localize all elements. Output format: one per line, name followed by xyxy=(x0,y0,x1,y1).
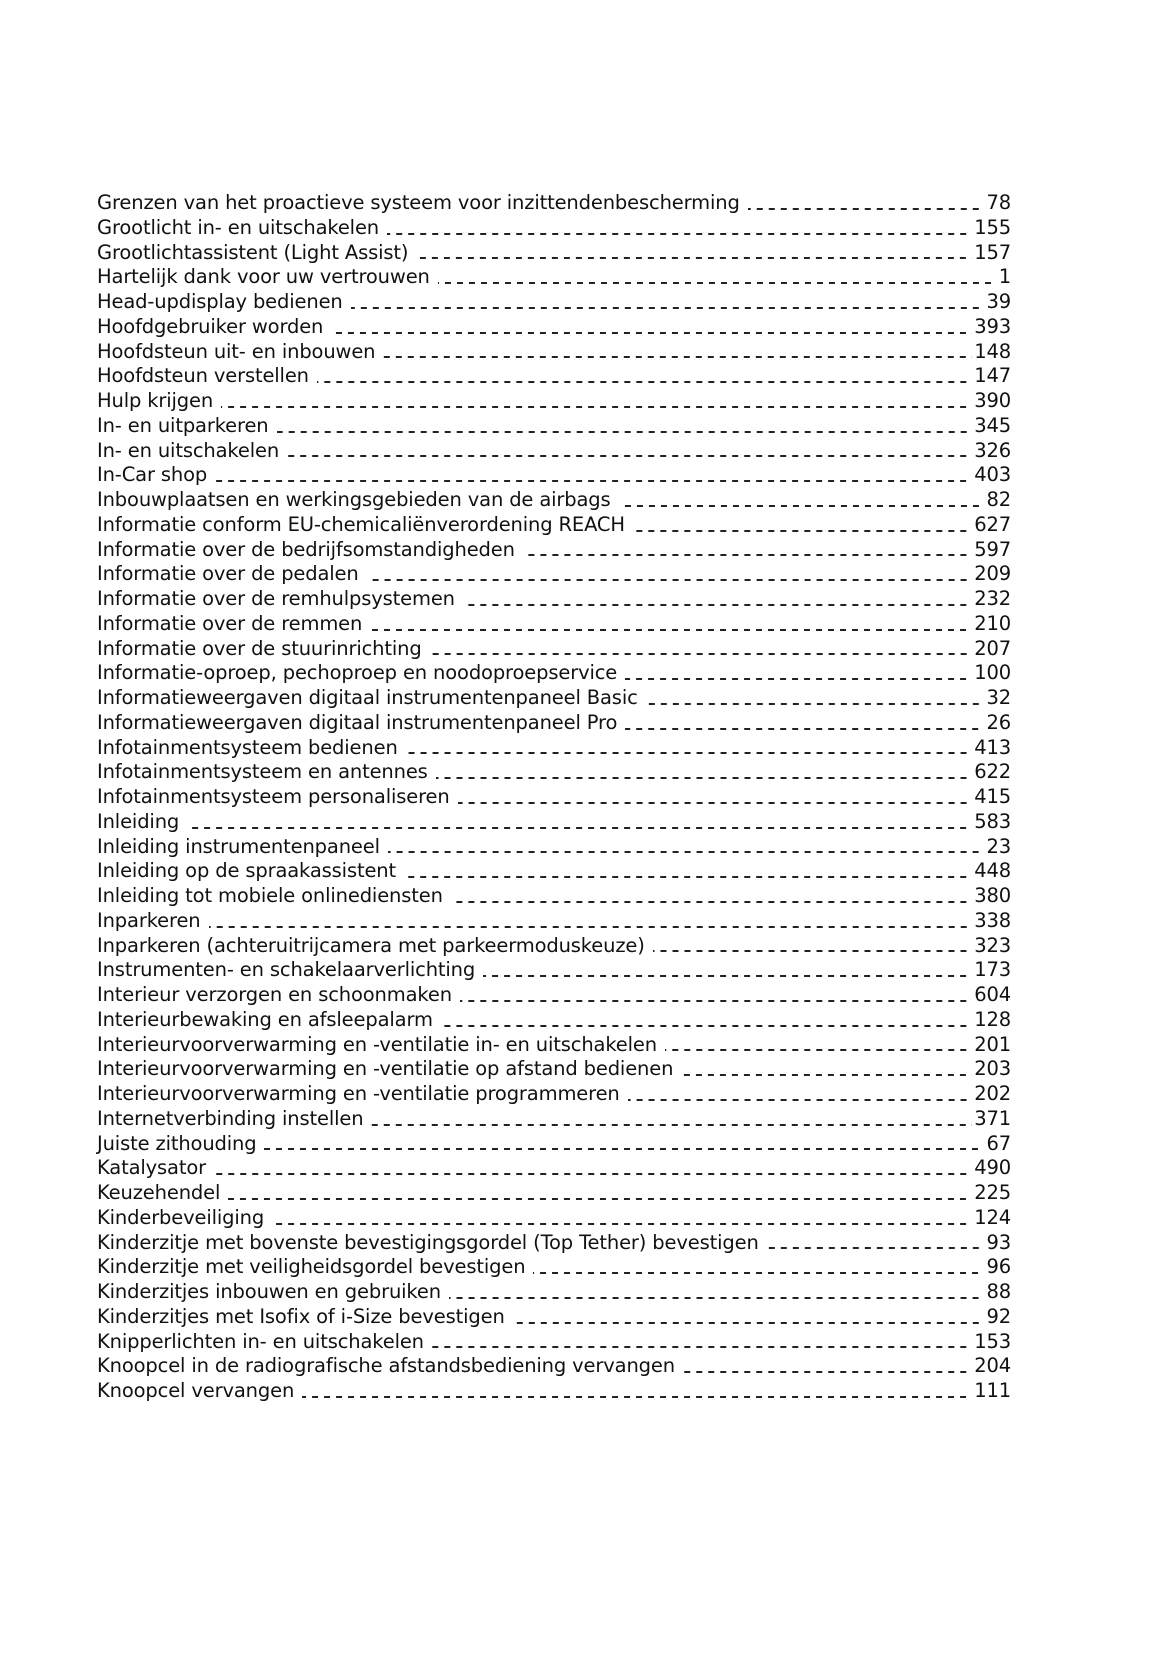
index-entry[interactable] xyxy=(97,216,1011,241)
entry-page-number: 390 xyxy=(974,389,1011,412)
entry-title: Interieurvoorverwarming en -ventilatie op afstand bedienen xyxy=(97,1057,674,1081)
index-entry[interactable] xyxy=(97,463,1011,488)
dot-leader xyxy=(387,216,972,241)
entry-title: Inbouwplaatsen en werkingsgebieden van de airbags xyxy=(97,488,611,511)
index-entry[interactable] xyxy=(97,241,1011,266)
dot-leader xyxy=(513,1305,985,1330)
index-entry[interactable] xyxy=(97,265,1011,290)
entry-page-number: 201 xyxy=(974,1032,1011,1056)
entry-title: Hoofdsteun verstellen xyxy=(97,364,309,388)
index-entry[interactable] xyxy=(97,340,1011,365)
dot-leader xyxy=(228,1181,972,1206)
entry-page-number: 371 xyxy=(974,1106,1011,1130)
dot-leader xyxy=(215,463,972,488)
dot-leader xyxy=(441,1008,972,1033)
index-entry[interactable] xyxy=(97,1132,1011,1157)
index-entry[interactable] xyxy=(97,835,1011,860)
entry-title: Interieur verzorgen en schoonmaken xyxy=(97,983,452,1006)
entry-page-number: 78 xyxy=(986,191,1011,214)
dot-leader xyxy=(483,958,972,983)
index-entry[interactable] xyxy=(97,859,1011,884)
dot-leader xyxy=(277,414,973,439)
index-entry[interactable] xyxy=(97,785,1011,810)
entry-title: Internetverbinding instellen xyxy=(97,1106,364,1130)
entry-title: Head-updisplay bedienen xyxy=(97,290,343,313)
index-entry[interactable] xyxy=(97,1206,1011,1231)
entry-title: In- en uitparkeren xyxy=(97,413,269,437)
entry-page-number: 23 xyxy=(986,834,1011,858)
index-entry[interactable] xyxy=(97,439,1011,464)
entry-title: Inparkeren (achteruitrijcamera met parkeermoduskeuze) xyxy=(97,933,645,957)
index-entry[interactable] xyxy=(97,538,1011,563)
entry-title: In-Car shop xyxy=(97,463,208,487)
entry-title: Juiste zithouding xyxy=(97,1131,257,1155)
dot-leader xyxy=(287,439,972,464)
index-entry[interactable] xyxy=(97,1231,1011,1256)
entry-title: Kinderbeveiliging xyxy=(97,1205,265,1229)
entry-page-number: 622 xyxy=(974,760,1011,784)
dot-leader xyxy=(438,265,997,290)
index-entry[interactable] xyxy=(97,1379,1011,1404)
dot-leader xyxy=(646,686,985,711)
entry-page-number: 403 xyxy=(974,463,1011,487)
entry-page-number: 338 xyxy=(974,908,1011,932)
entry-page-number: 225 xyxy=(974,1181,1011,1204)
entry-page-number: 604 xyxy=(974,983,1011,1006)
entry-page-number: 148 xyxy=(974,339,1011,363)
dot-leader xyxy=(458,785,973,810)
entry-page-number: 345 xyxy=(974,413,1011,437)
dot-leader xyxy=(406,736,973,761)
entry-title: Inparkeren xyxy=(97,908,201,932)
entry-title: Informatie over de remmen xyxy=(97,611,363,635)
entry-title: Infotainmentsysteem personaliseren xyxy=(97,785,450,808)
entry-page-number: 203 xyxy=(974,1057,1011,1081)
index-entry[interactable] xyxy=(97,637,1011,662)
index-entry[interactable] xyxy=(97,1330,1011,1355)
entry-page-number: 413 xyxy=(974,735,1011,759)
dot-leader xyxy=(383,340,972,365)
entry-page-number: 202 xyxy=(974,1082,1011,1105)
index-entry[interactable] xyxy=(97,612,1011,637)
index-entry[interactable] xyxy=(97,1107,1011,1132)
dot-leader xyxy=(681,1057,972,1082)
entry-title: Kinderzitjes inbouwen en gebruiken xyxy=(97,1280,441,1303)
index-entry[interactable] xyxy=(97,1033,1011,1058)
entry-title: Inleiding tot mobiele onlinediensten xyxy=(97,884,443,907)
entry-page-number: 147 xyxy=(974,364,1011,388)
index-entry[interactable] xyxy=(97,587,1011,612)
entry-page-number: 82 xyxy=(986,488,1011,511)
dot-leader xyxy=(653,934,973,959)
entry-title: Informatieweergaven digitaal instrumentenpaneel Pro xyxy=(97,710,618,734)
entry-title: Informatie over de pedalen xyxy=(97,562,359,586)
entry-page-number: 393 xyxy=(974,314,1011,338)
dot-leader xyxy=(272,1206,972,1231)
index-entry[interactable] xyxy=(97,711,1011,736)
dot-leader xyxy=(264,1132,984,1157)
dot-leader xyxy=(214,1156,972,1181)
dot-leader xyxy=(416,241,972,266)
entry-page-number: 627 xyxy=(974,512,1011,536)
index-entry[interactable] xyxy=(97,191,1011,216)
entry-title: Grootlicht in- en uitschakelen xyxy=(97,215,380,239)
entry-title: Infotainmentsysteem en antennes xyxy=(97,760,428,784)
dot-leader xyxy=(633,513,972,538)
entry-page-number: 1 xyxy=(998,265,1011,289)
entry-page-number: 583 xyxy=(974,809,1011,833)
entry-page-number: 326 xyxy=(974,438,1011,462)
entry-title: Hoofdgebruiker worden xyxy=(97,314,324,338)
dot-leader xyxy=(331,315,972,340)
index-entry[interactable] xyxy=(97,661,1011,686)
entry-page-number: 232 xyxy=(974,587,1011,610)
index-entry[interactable] xyxy=(97,488,1011,513)
entry-page-number: 490 xyxy=(974,1156,1011,1180)
entry-page-number: 173 xyxy=(974,958,1011,982)
dot-leader xyxy=(463,587,972,612)
entry-page-number: 448 xyxy=(974,859,1011,883)
dot-leader xyxy=(351,290,985,315)
dot-leader xyxy=(449,1280,985,1305)
index-entry[interactable] xyxy=(97,909,1011,934)
entry-page-number: 204 xyxy=(974,1354,1011,1378)
entry-title: Kinderzitje met veiligheidsgordel bevestigen xyxy=(97,1255,526,1279)
dot-leader xyxy=(523,538,972,563)
dot-leader xyxy=(451,884,972,909)
index-entry[interactable] xyxy=(97,934,1011,959)
index-entry[interactable] xyxy=(97,760,1011,785)
entry-page-number: 155 xyxy=(974,215,1011,239)
entry-page-number: 380 xyxy=(974,884,1011,907)
dot-leader xyxy=(619,488,985,513)
index-entry[interactable] xyxy=(97,315,1011,340)
index-entry[interactable] xyxy=(97,562,1011,587)
entry-page-number: 26 xyxy=(986,710,1011,734)
entry-page-number: 209 xyxy=(974,562,1011,586)
index-list xyxy=(97,191,1011,1404)
dot-leader xyxy=(209,909,973,934)
entry-title: Informatie-oproep, pechoproep en noodoproepservice xyxy=(97,661,618,685)
entry-title: Hartelijk dank voor uw vertrouwen xyxy=(97,265,430,289)
entry-title: Infotainmentsysteem bedienen xyxy=(97,735,398,759)
index-entry[interactable] xyxy=(97,1181,1011,1206)
entry-title: Grootlichtassistent (Light Assist) xyxy=(97,240,409,264)
dot-leader xyxy=(388,835,985,860)
index-entry[interactable] xyxy=(97,364,1011,389)
entry-title: Katalysator xyxy=(97,1156,206,1180)
dot-leader xyxy=(625,661,972,686)
entry-page-number: 597 xyxy=(974,537,1011,561)
entry-page-number: 415 xyxy=(974,785,1011,808)
entry-page-number: 210 xyxy=(974,611,1011,635)
dot-leader xyxy=(628,1082,973,1107)
dot-leader xyxy=(317,364,972,389)
entry-page-number: 96 xyxy=(986,1255,1011,1279)
entry-page-number: 100 xyxy=(974,661,1011,685)
entry-page-number: 88 xyxy=(986,1280,1011,1303)
entry-title: Knoopcel in de radiografische afstandsbediening vervangen xyxy=(97,1354,675,1378)
dot-leader xyxy=(625,711,984,736)
index-entry[interactable] xyxy=(97,884,1011,909)
entry-title: Informatie over de stuurinrichting xyxy=(97,636,422,660)
entry-title: Keuzehendel xyxy=(97,1181,221,1204)
index-entry[interactable] xyxy=(97,290,1011,315)
dot-leader xyxy=(533,1255,984,1280)
entry-page-number: 39 xyxy=(986,290,1011,313)
entry-title: Hulp krijgen xyxy=(97,389,214,412)
index-entry[interactable] xyxy=(97,983,1011,1008)
entry-title: Informatie conform EU-chemicaliënverordening REACH xyxy=(97,512,625,536)
dot-leader xyxy=(767,1231,985,1256)
dot-leader xyxy=(302,1379,972,1404)
entry-page-number: 207 xyxy=(974,636,1011,660)
index-entry[interactable] xyxy=(97,414,1011,439)
index-entry[interactable] xyxy=(97,513,1011,538)
entry-title: Inleiding xyxy=(97,809,180,833)
entry-page-number: 128 xyxy=(974,1007,1011,1031)
dot-leader xyxy=(683,1354,972,1379)
entry-title: Kinderzitjes met Isofix of i-Size bevestigen xyxy=(97,1304,505,1328)
index-entry[interactable] xyxy=(97,1156,1011,1181)
entry-page-number: 157 xyxy=(974,240,1011,264)
entry-page-number: 153 xyxy=(974,1329,1011,1353)
entry-title: Informatieweergaven digitaal instrumentenpaneel Basic xyxy=(97,686,638,709)
dot-leader xyxy=(430,637,973,662)
entry-title: Grenzen van het proactieve systeem voor inzittendenbescherming xyxy=(97,191,740,214)
index-entry[interactable] xyxy=(97,1280,1011,1305)
entry-title: In- en uitschakelen xyxy=(97,438,280,462)
dot-leader xyxy=(460,983,972,1008)
entry-title: Interieurvoorverwarming en -ventilatie in- en uitschakelen xyxy=(97,1032,657,1056)
entry-title: Informatie over de bedrijfsomstandigheden xyxy=(97,537,515,561)
index-entry[interactable] xyxy=(97,1354,1011,1379)
dot-leader xyxy=(371,1107,972,1132)
index-entry[interactable] xyxy=(97,1008,1011,1033)
entry-title: Inleiding instrumentenpaneel xyxy=(97,834,380,858)
entry-page-number: 323 xyxy=(974,933,1011,957)
index-entry[interactable] xyxy=(97,1057,1011,1082)
entry-title: Hoofdsteun uit- en inbouwen xyxy=(97,339,376,363)
entry-title: Knoopcel vervangen xyxy=(97,1379,295,1402)
entry-page-number: 111 xyxy=(974,1379,1011,1402)
index-entry[interactable] xyxy=(97,1255,1011,1280)
dot-leader xyxy=(221,389,972,414)
index-entry[interactable] xyxy=(97,1305,1011,1330)
dot-leader xyxy=(367,562,973,587)
index-entry[interactable] xyxy=(97,736,1011,761)
entry-title: Kinderzitje met bovenste bevestigingsgordel (Top Tether) bevestigen xyxy=(97,1230,759,1254)
entry-page-number: 124 xyxy=(974,1205,1011,1229)
entry-page-number: 92 xyxy=(986,1304,1011,1328)
index-entry[interactable] xyxy=(97,686,1011,711)
dot-leader xyxy=(436,760,973,785)
entry-title: Knipperlichten in- en uitschakelen xyxy=(97,1329,424,1353)
entry-title: Interieurvoorverwarming en -ventilatie programmeren xyxy=(97,1082,620,1105)
dot-leader xyxy=(370,612,972,637)
dot-leader xyxy=(404,859,972,884)
entry-title: Interieurbewaking en afsleepalarm xyxy=(97,1007,433,1031)
index-entry[interactable] xyxy=(97,389,1011,414)
entry-page-number: 93 xyxy=(986,1230,1011,1254)
entry-page-number: 32 xyxy=(986,686,1011,709)
entry-title: Instrumenten- en schakelaarverlichting xyxy=(97,958,476,982)
index-entry[interactable] xyxy=(97,958,1011,983)
entry-title: Inleiding op de spraakassistent xyxy=(97,859,396,883)
dot-leader xyxy=(665,1033,972,1058)
dot-leader xyxy=(432,1330,972,1355)
dot-leader xyxy=(187,810,972,835)
dot-leader xyxy=(748,191,985,216)
entry-title: Informatie over de remhulpsystemen xyxy=(97,587,455,610)
index-entry[interactable] xyxy=(97,1082,1011,1107)
index-entry[interactable] xyxy=(97,810,1011,835)
entry-page-number: 67 xyxy=(986,1131,1011,1155)
